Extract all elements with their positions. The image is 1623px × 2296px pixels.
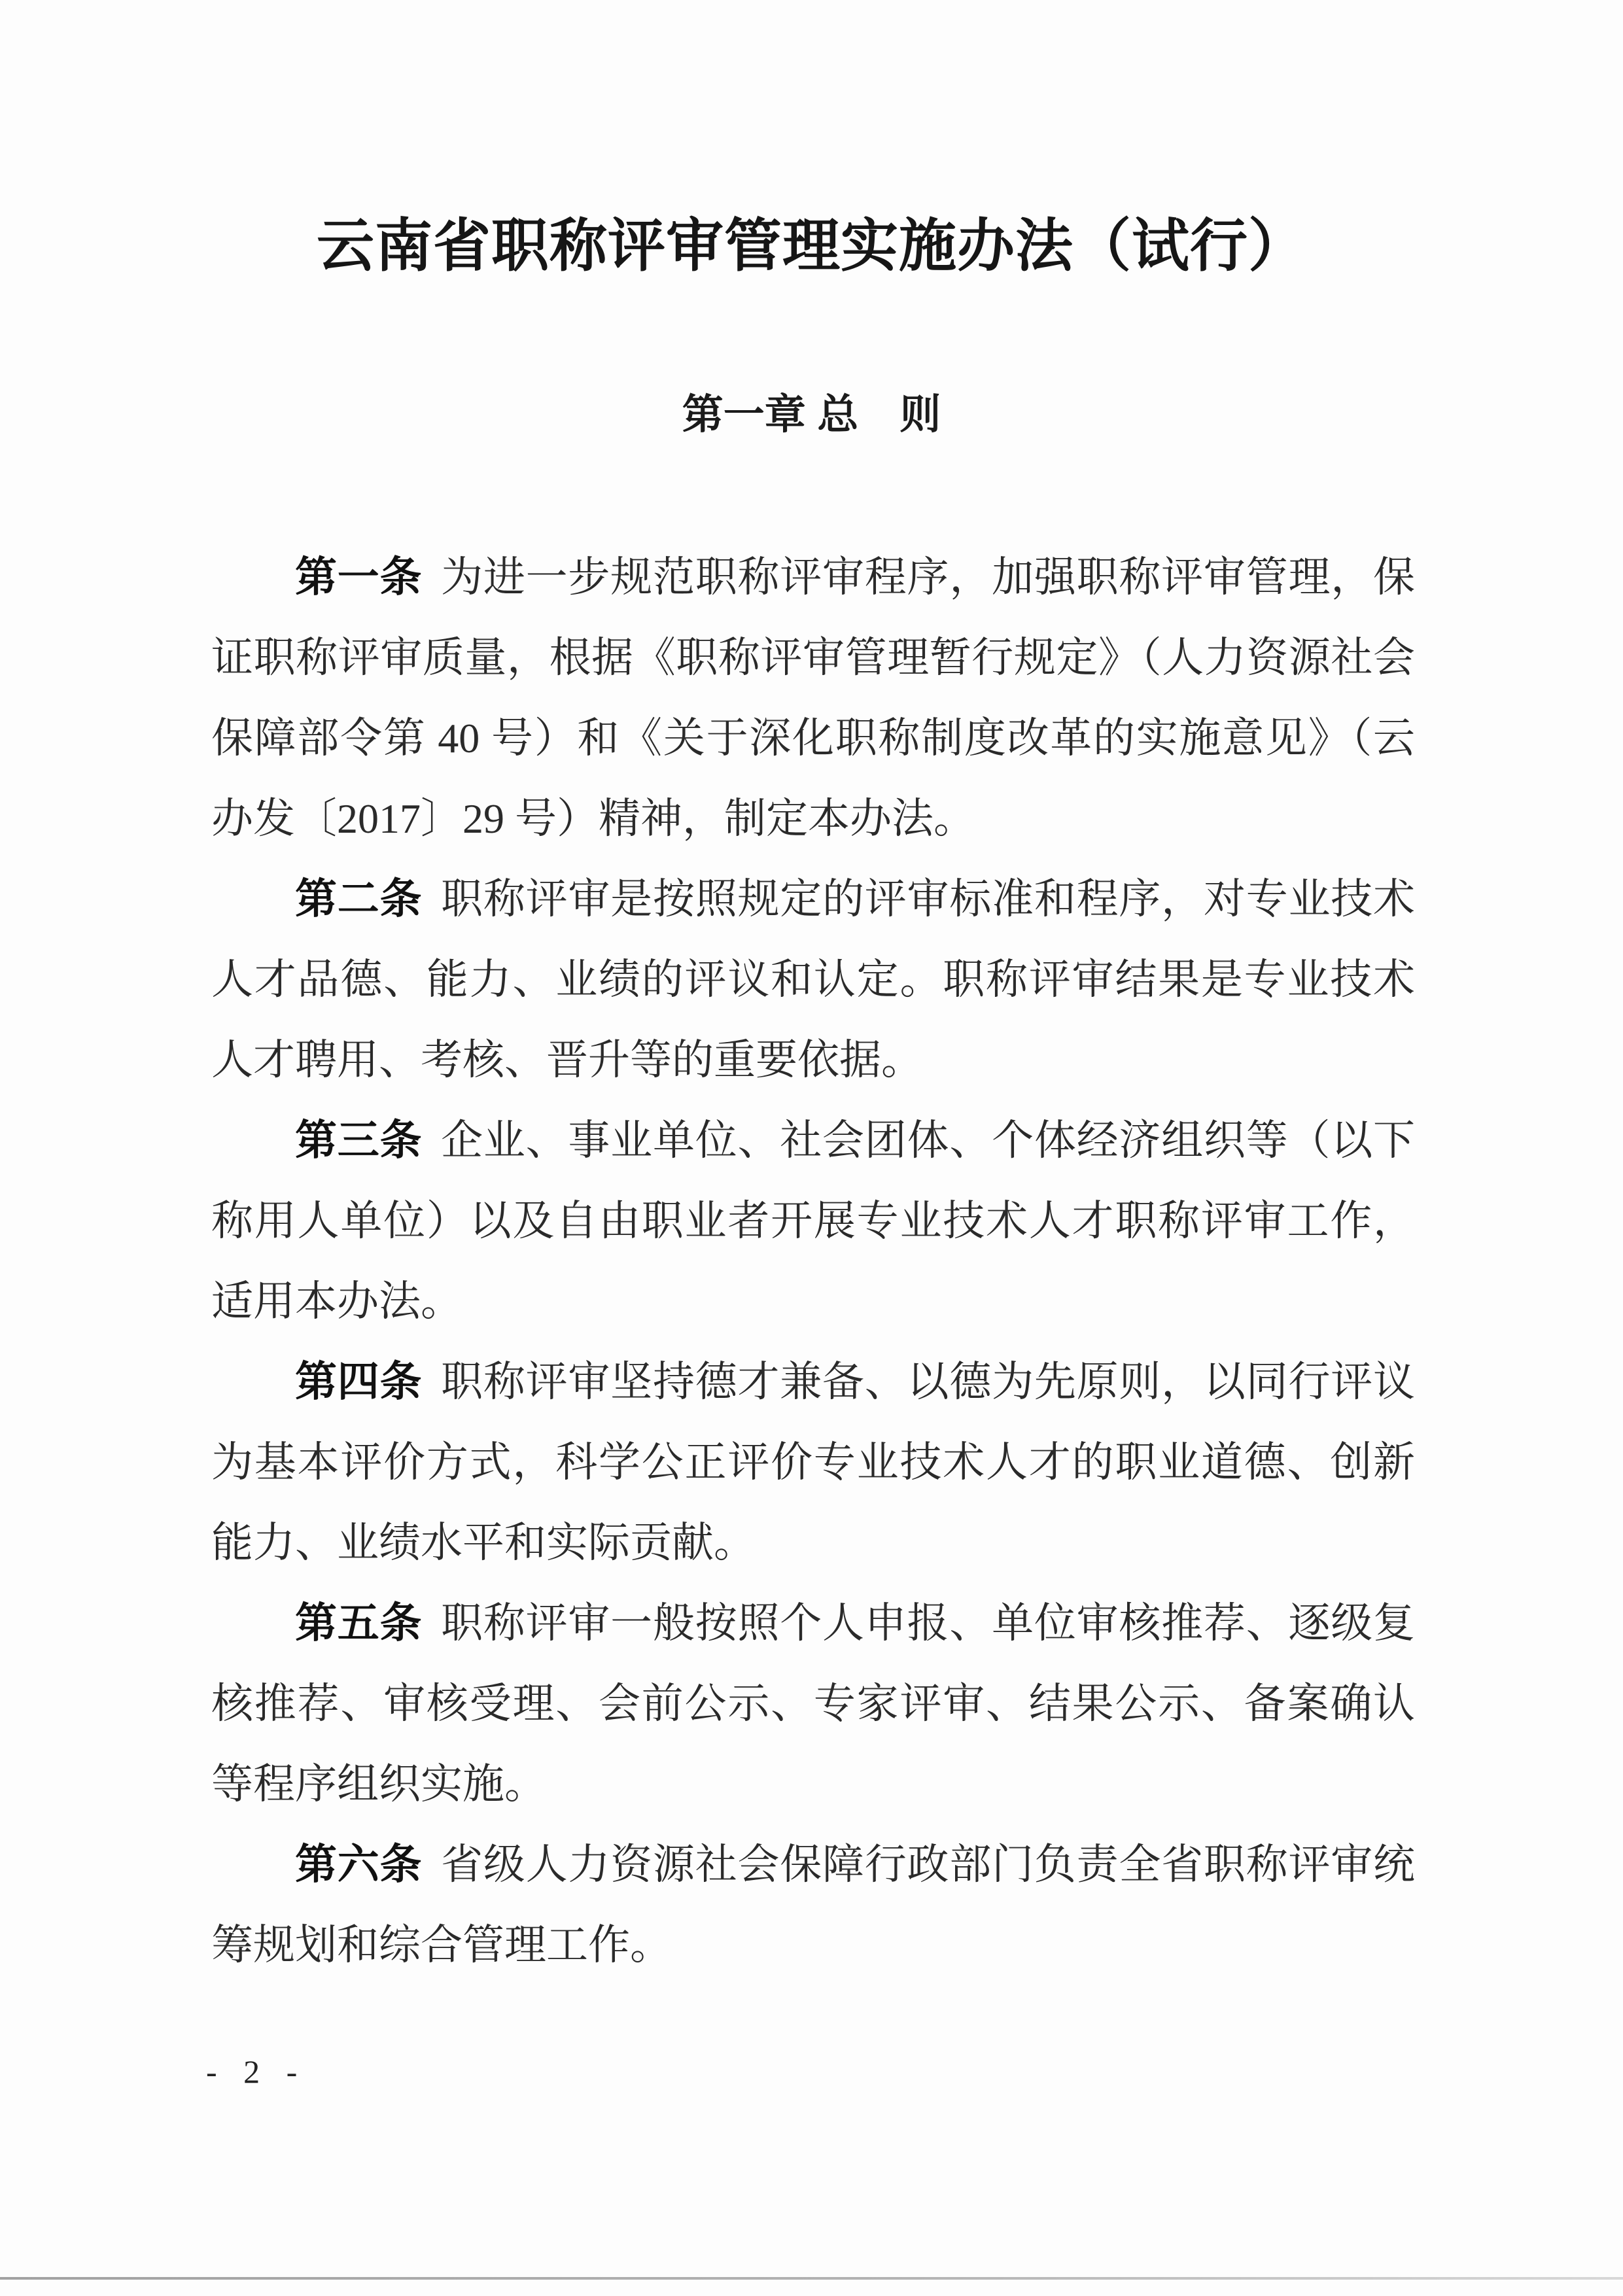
article-text: 为进一步规范职称评审程序，加强职称评审管理，保证职称评审质量，根据《职称评审管理暂行规定》（人力资源社会保障部令第 40 号）和《关于深化职称制度改革的实施意见》（云办发〔2017〕29 号）精神，制定本办法。 bbox=[211, 554, 1416, 842]
scan-artifact-line bbox=[0, 2277, 1623, 2280]
article-paragraph bbox=[211, 1100, 1415, 1342]
article-paragraph bbox=[211, 537, 1415, 859]
article-paragraph bbox=[211, 1342, 1415, 1583]
chapter-heading: 第一章 总 则 bbox=[682, 392, 941, 438]
article-label: 第五条 bbox=[295, 1599, 423, 1646]
article-label: 第一条 bbox=[295, 553, 423, 600]
article-text: 职称评审坚持德才兼备、以德为先原则，以同行评议为基本评价方式，科学公正评价专业技术人才的职业道德、创新能力、业绩水平和实际贡献。 bbox=[211, 1359, 1416, 1566]
article-text: 企业、事业单位、社会团体、个体经济组织等（以下称用人单位）以及自由职业者开展专业技术人才职称评审工作，适用本办法。 bbox=[211, 1117, 1416, 1325]
article-text: 职称评审一般按照个人申报、单位审核推荐、逐级复核推荐、审核受理、会前公示、专家评审、结果公示、备案确认等程序组织实施。 bbox=[211, 1600, 1416, 1807]
document-body bbox=[211, 537, 1415, 1985]
document-title: 云南省职称评审管理实施办法（试行） bbox=[316, 215, 1306, 279]
article-label: 第三条 bbox=[295, 1117, 423, 1164]
article-label: 第二条 bbox=[295, 875, 423, 922]
article-paragraph bbox=[211, 1824, 1415, 1985]
article-paragraph bbox=[211, 1583, 1415, 1824]
article-text: 省级人力资源社会保障行政部门负责全省职称评审统筹规划和综合管理工作。 bbox=[211, 1841, 1416, 1968]
page-number: - 2 - bbox=[206, 2053, 307, 2090]
article-paragraph bbox=[211, 859, 1415, 1100]
article-label: 第六条 bbox=[295, 1841, 423, 1888]
article-label: 第四条 bbox=[295, 1358, 423, 1405]
article-text: 职称评审是按照规定的评审标准和程序，对专业技术人才品德、能力、业绩的评议和认定。职称评审结果是专业技术人才聘用、考核、晋升等的重要依据。 bbox=[211, 876, 1416, 1083]
